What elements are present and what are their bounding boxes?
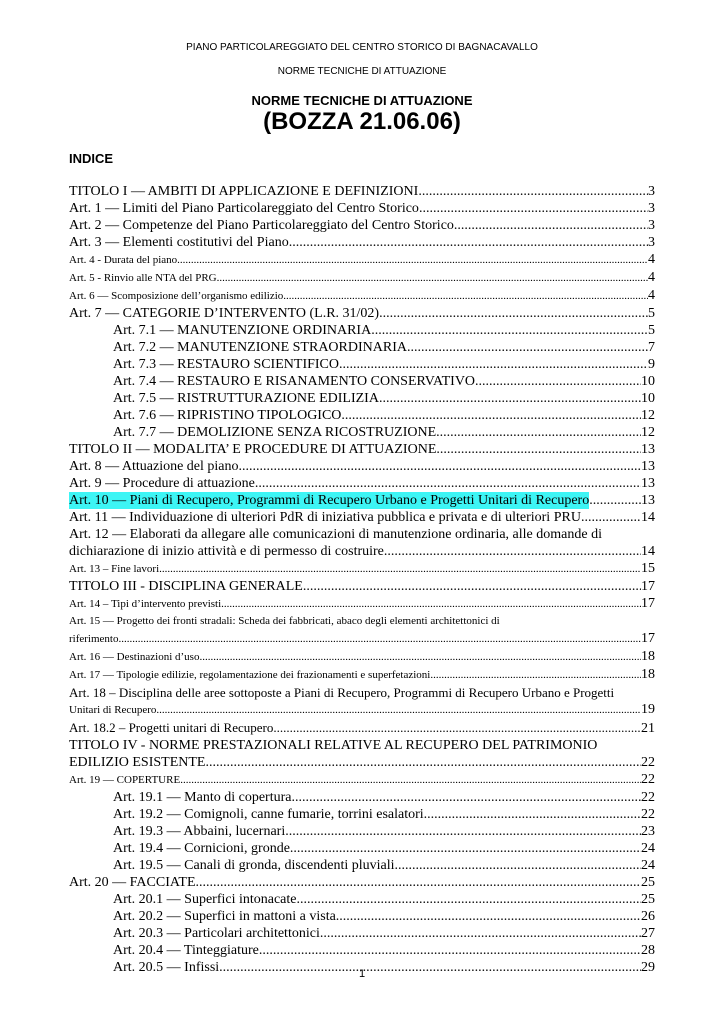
running-subheader: NORME TECNICHE DI ATTUAZIONE bbox=[277, 66, 447, 77]
toc-label: Art. 20.1 — Superfici intonacate bbox=[113, 892, 297, 907]
toc-label: Art. 17 — Tipologie edilizie, regolamentazione dei frazionamenti e superfetazioni bbox=[69, 669, 431, 681]
toc-page: 19 bbox=[641, 702, 655, 717]
toc-label-line1: Art. 12 — Elaborati da allegare alle comunicazioni di manutenzione ordinaria, alle domande di bbox=[69, 527, 602, 542]
toc-page: 3 bbox=[648, 184, 655, 199]
toc-leader bbox=[407, 339, 648, 356]
toc-page: 25 bbox=[641, 892, 655, 907]
toc-leader bbox=[341, 407, 641, 424]
toc-label: Art. 1 — Limiti del Piano Particolareggiato del Centro Storico bbox=[69, 201, 419, 216]
toc-page: 18 bbox=[641, 667, 655, 682]
toc-entry-art-7-7[interactable] bbox=[69, 424, 655, 441]
toc-entry-art-20-1[interactable] bbox=[69, 891, 655, 908]
toc-leader bbox=[180, 772, 641, 789]
toc-entry-art-7-5[interactable] bbox=[69, 390, 655, 407]
toc-page: 13 bbox=[641, 493, 655, 508]
toc-page: 12 bbox=[641, 408, 655, 423]
toc-label: Art. 5 - Rinvio alle NTA del PRG bbox=[69, 272, 217, 284]
toc-entry-art-9[interactable] bbox=[69, 475, 655, 492]
toc-entry-art-18[interactable] bbox=[69, 684, 655, 719]
toc-leader bbox=[336, 908, 641, 925]
toc-page: 14 bbox=[641, 510, 655, 525]
toc-entry-art-15[interactable] bbox=[69, 613, 655, 648]
toc-label: TITOLO I — AMBITI DI APPLICAZIONE E DEFINIZIONI bbox=[69, 184, 419, 199]
toc-page: 28 bbox=[641, 943, 655, 958]
toc-entry-art-7-2[interactable] bbox=[69, 339, 655, 356]
toc-leader bbox=[177, 252, 648, 269]
toc-label: Art. 19.4 — Cornicioni, gronde bbox=[113, 841, 290, 856]
toc-label: Art. 20.5 — Infissi bbox=[113, 960, 220, 975]
toc-page: 22 bbox=[641, 772, 655, 787]
toc-label: Art. 20 — FACCIATE bbox=[69, 875, 196, 890]
toc-label: Art. 14 – Tipi d’intervento previsti bbox=[69, 598, 222, 610]
toc-page: 21 bbox=[641, 721, 655, 736]
toc-entry-art-7[interactable] bbox=[69, 305, 655, 322]
toc-label: Art. 19.1 — Manto di copertura bbox=[113, 790, 292, 805]
toc-label: Art. 4 - Durata del piano bbox=[69, 254, 178, 266]
toc-page: 7 bbox=[648, 340, 655, 355]
toc-leader bbox=[239, 458, 641, 475]
toc-page: 3 bbox=[648, 218, 655, 233]
toc-label: Art. 9 — Procedure di attuazione bbox=[69, 476, 255, 491]
document-title: NORME TECNICHE DI ATTUAZIONE bbox=[251, 93, 473, 108]
toc-leader bbox=[291, 789, 641, 806]
toc-entry-art-19-5[interactable] bbox=[69, 857, 655, 874]
toc-label: Art. 7.2 — MANUTENZIONE STRAORDINARIA bbox=[113, 340, 407, 355]
toc-leader bbox=[427, 806, 641, 823]
toc-entry-art-4[interactable] bbox=[69, 251, 655, 269]
toc-label: Art. 19.5 — Canali di gronda, discendenti pluviali bbox=[113, 858, 395, 873]
toc-page: 29 bbox=[641, 960, 655, 975]
toc-label: Art. 7.4 — RESTAURO E RISANAMENTO CONSERVATIVO bbox=[113, 374, 476, 389]
toc-page: 15 bbox=[641, 561, 655, 576]
toc-leader bbox=[379, 390, 641, 407]
toc-label: Art. 7.5 — RISTRUTTURAZIONE EDILIZIA bbox=[113, 391, 379, 406]
toc-entry-titolo-4[interactable] bbox=[69, 737, 655, 771]
toc-page: 17 bbox=[641, 631, 655, 646]
toc-entry-art-7-6[interactable] bbox=[69, 407, 655, 424]
toc-leader bbox=[255, 475, 641, 492]
toc-leader bbox=[419, 200, 648, 217]
toc-entry-art-6[interactable] bbox=[69, 287, 655, 305]
toc-leader bbox=[303, 578, 641, 595]
toc-leader bbox=[196, 874, 641, 891]
table-of-contents bbox=[69, 183, 655, 976]
toc-leader bbox=[199, 649, 641, 666]
toc-leader bbox=[475, 373, 641, 390]
toc-label: Art. 7.6 — RIPRISTINO TIPOLOGICO bbox=[113, 408, 342, 423]
toc-page: 13 bbox=[641, 476, 655, 491]
toc-label: TITOLO III - DISCIPLINA GENERALE bbox=[69, 579, 303, 594]
toc-leader bbox=[156, 702, 641, 719]
toc-entry-art-11[interactable] bbox=[69, 509, 655, 526]
toc-leader bbox=[221, 596, 641, 613]
toc-entry-art-17[interactable] bbox=[69, 666, 655, 684]
toc-entry-art-7-4[interactable] bbox=[69, 373, 655, 390]
toc-label: Art. 3 — Elementi costitutivi del Piano bbox=[69, 235, 289, 250]
toc-page: 3 bbox=[648, 201, 655, 216]
toc-label-line1: Art. 15 — Progetto dei fronti stradali: Scheda dei fabbricati, abaco degli elementi architettonici di bbox=[69, 615, 500, 627]
toc-page: 13 bbox=[641, 442, 655, 457]
toc-leader bbox=[581, 509, 641, 526]
index-heading: INDICE bbox=[69, 151, 114, 166]
toc-leader bbox=[159, 561, 641, 578]
toc-page: 24 bbox=[641, 841, 655, 856]
toc-entry-art-7-1[interactable] bbox=[69, 322, 655, 339]
toc-entry-art-16[interactable] bbox=[69, 648, 655, 666]
toc-entry-art-18-2[interactable] bbox=[69, 719, 655, 737]
toc-page: 10 bbox=[641, 391, 655, 406]
toc-entry-art-14[interactable] bbox=[69, 595, 655, 613]
toc-entry-art-8[interactable] bbox=[69, 458, 655, 475]
toc-page: 5 bbox=[648, 306, 655, 321]
toc-leader bbox=[297, 891, 641, 908]
toc-label: TITOLO II — MODALITA’ E PROCEDURE DI ATTUAZIONE bbox=[69, 442, 437, 457]
toc-page: 22 bbox=[641, 790, 655, 805]
toc-leader bbox=[384, 543, 641, 560]
toc-entry-art-3[interactable] bbox=[69, 234, 655, 251]
toc-leader bbox=[589, 492, 641, 509]
toc-label-line2: Unitari di Recupero bbox=[69, 704, 157, 716]
toc-entry-art-12[interactable] bbox=[69, 526, 655, 560]
toc-leader bbox=[205, 754, 641, 771]
toc-label: Art. 19 — COPERTURE bbox=[69, 774, 181, 786]
toc-entry-art-19-1[interactable] bbox=[69, 789, 655, 806]
toc-label: Art. 7.7 — DEMOLIZIONE SENZA RICOSTRUZIONE bbox=[113, 425, 437, 440]
toc-page: 4 bbox=[648, 270, 655, 285]
toc-leader bbox=[290, 840, 641, 857]
toc-leader bbox=[118, 631, 641, 648]
toc-label-line1: TITOLO IV - NORME PRESTAZIONALI RELATIVE AL RECUPERO DEL PATRIMONIO bbox=[69, 738, 598, 753]
toc-page: 23 bbox=[641, 824, 655, 839]
toc-leader bbox=[379, 305, 648, 322]
toc-entry-art-7-3[interactable] bbox=[69, 356, 655, 373]
toc-label: Art. 20.2 — Superfici in mattoni a vista bbox=[113, 909, 336, 924]
toc-label: Art. 13 – Fine lavori bbox=[69, 563, 160, 575]
toc-entry-art-20[interactable] bbox=[69, 874, 655, 891]
running-header: PIANO PARTICOLAREGGIATO DEL CENTRO STORICO DI BAGNACAVALLO bbox=[186, 42, 538, 53]
toc-leader bbox=[371, 322, 648, 339]
draft-date-title: (BOZZA 21.06.06) bbox=[263, 108, 461, 135]
toc-entry-art-13[interactable] bbox=[69, 560, 655, 578]
toc-label-line1: Art. 18 – Disciplina delle aree sottoposte a Piani di Recupero, Programmi di Recupero Urbano e Progetti bbox=[69, 685, 615, 700]
toc-leader bbox=[283, 288, 648, 305]
toc-entry-art-19-2[interactable] bbox=[69, 806, 655, 823]
toc-label: Art. 20.3 — Particolari architettonici bbox=[113, 926, 320, 941]
toc-leader bbox=[436, 441, 641, 458]
toc-label-line2: riferimento bbox=[69, 633, 119, 645]
toc-entry-art-19-4[interactable] bbox=[69, 840, 655, 857]
toc-entry-art-5[interactable] bbox=[69, 269, 655, 287]
toc-entry-titolo-1[interactable] bbox=[69, 183, 655, 200]
toc-label: Art. 19.2 — Comignoli, canne fumarie, torrini esalatori. bbox=[113, 807, 428, 822]
toc-leader bbox=[285, 823, 641, 840]
toc-page: 17 bbox=[641, 596, 655, 611]
toc-entry-titolo-2[interactable] bbox=[69, 441, 655, 458]
toc-leader bbox=[436, 424, 641, 441]
toc-leader bbox=[289, 234, 648, 251]
toc-label: Art. 7 — CATEGORIE D’INTERVENTO (L.R. 31/02) bbox=[69, 306, 380, 321]
toc-page: 25 bbox=[641, 875, 655, 890]
toc-label: Art. 7.1 — MANUTENZIONE ORDINARIA bbox=[113, 323, 372, 338]
toc-page: 12 bbox=[641, 425, 655, 440]
toc-leader bbox=[217, 270, 648, 287]
toc-label: Art. 8 — Attuazione del piano bbox=[69, 459, 239, 474]
toc-leader bbox=[273, 719, 641, 736]
toc-label: Art. 2 — Competenze del Piano Particolareggiato del Centro Storico bbox=[69, 218, 454, 233]
toc-entry-art-19-3[interactable] bbox=[69, 823, 655, 840]
toc-page: 22 bbox=[641, 807, 655, 822]
toc-page: 14 bbox=[641, 544, 655, 559]
toc-entry-art-2[interactable] bbox=[69, 217, 655, 234]
toc-label: Art. 20.4 — Tinteggiature bbox=[113, 943, 259, 958]
toc-entry-art-20-2[interactable] bbox=[69, 908, 655, 925]
toc-label: Art. 19.3 — Abbaini, lucernari bbox=[113, 824, 286, 839]
toc-label: Art. 18.2 – Progetti unitari di Recupero bbox=[69, 720, 274, 735]
toc-page: 10 bbox=[641, 374, 655, 389]
toc-page: 4 bbox=[648, 288, 655, 303]
toc-entry-art-10-highlighted[interactable] bbox=[69, 492, 655, 509]
toc-entry-art-1[interactable] bbox=[69, 200, 655, 217]
toc-page: 24 bbox=[641, 858, 655, 873]
toc-page: 17 bbox=[641, 579, 655, 594]
toc-label: Art. 7.3 — RESTAURO SCIENTIFICO bbox=[113, 357, 339, 372]
toc-page: 5 bbox=[648, 323, 655, 338]
toc-label-line2: EDILIZIO ESISTENTE bbox=[69, 755, 206, 770]
toc-entry-titolo-3[interactable] bbox=[69, 578, 655, 595]
toc-page: 13 bbox=[641, 459, 655, 474]
toc-leader bbox=[395, 857, 641, 874]
toc-leader bbox=[418, 183, 648, 200]
toc-page: 4 bbox=[648, 252, 655, 267]
toc-page: 27 bbox=[641, 926, 655, 941]
toc-entry-art-20-3[interactable] bbox=[69, 925, 655, 942]
toc-leader bbox=[320, 925, 641, 942]
toc-entry-art-20-4[interactable] bbox=[69, 942, 655, 959]
toc-leader bbox=[339, 356, 648, 373]
page-number: 1 bbox=[358, 968, 366, 980]
toc-page: 22 bbox=[641, 755, 655, 770]
toc-label-line2: dichiarazione di inizio attività e di permesso di costruire bbox=[69, 544, 384, 559]
toc-label: Art. 11 — Individuazione di ulteriori PdR di iniziativa pubblica e privata e di ulteriori PRU bbox=[69, 510, 581, 525]
toc-label-highlighted: Art. 10 — Piani di Recupero, Programmi di Recupero Urbano e Progetti Unitari di Recupero bbox=[69, 493, 590, 508]
toc-entry-art-19[interactable] bbox=[69, 771, 655, 789]
toc-leader bbox=[454, 217, 648, 234]
toc-leader bbox=[430, 667, 641, 684]
toc-label: Art. 6 — Scomposizione dell’organismo edilizio bbox=[69, 290, 284, 302]
toc-page: 18 bbox=[641, 649, 655, 664]
toc-leader bbox=[259, 942, 641, 959]
toc-page: 9 bbox=[648, 357, 655, 372]
toc-page: 26 bbox=[641, 909, 655, 924]
toc-label: Art. 16 — Destinazioni d’uso bbox=[69, 651, 200, 663]
toc-page: 3 bbox=[648, 235, 655, 250]
